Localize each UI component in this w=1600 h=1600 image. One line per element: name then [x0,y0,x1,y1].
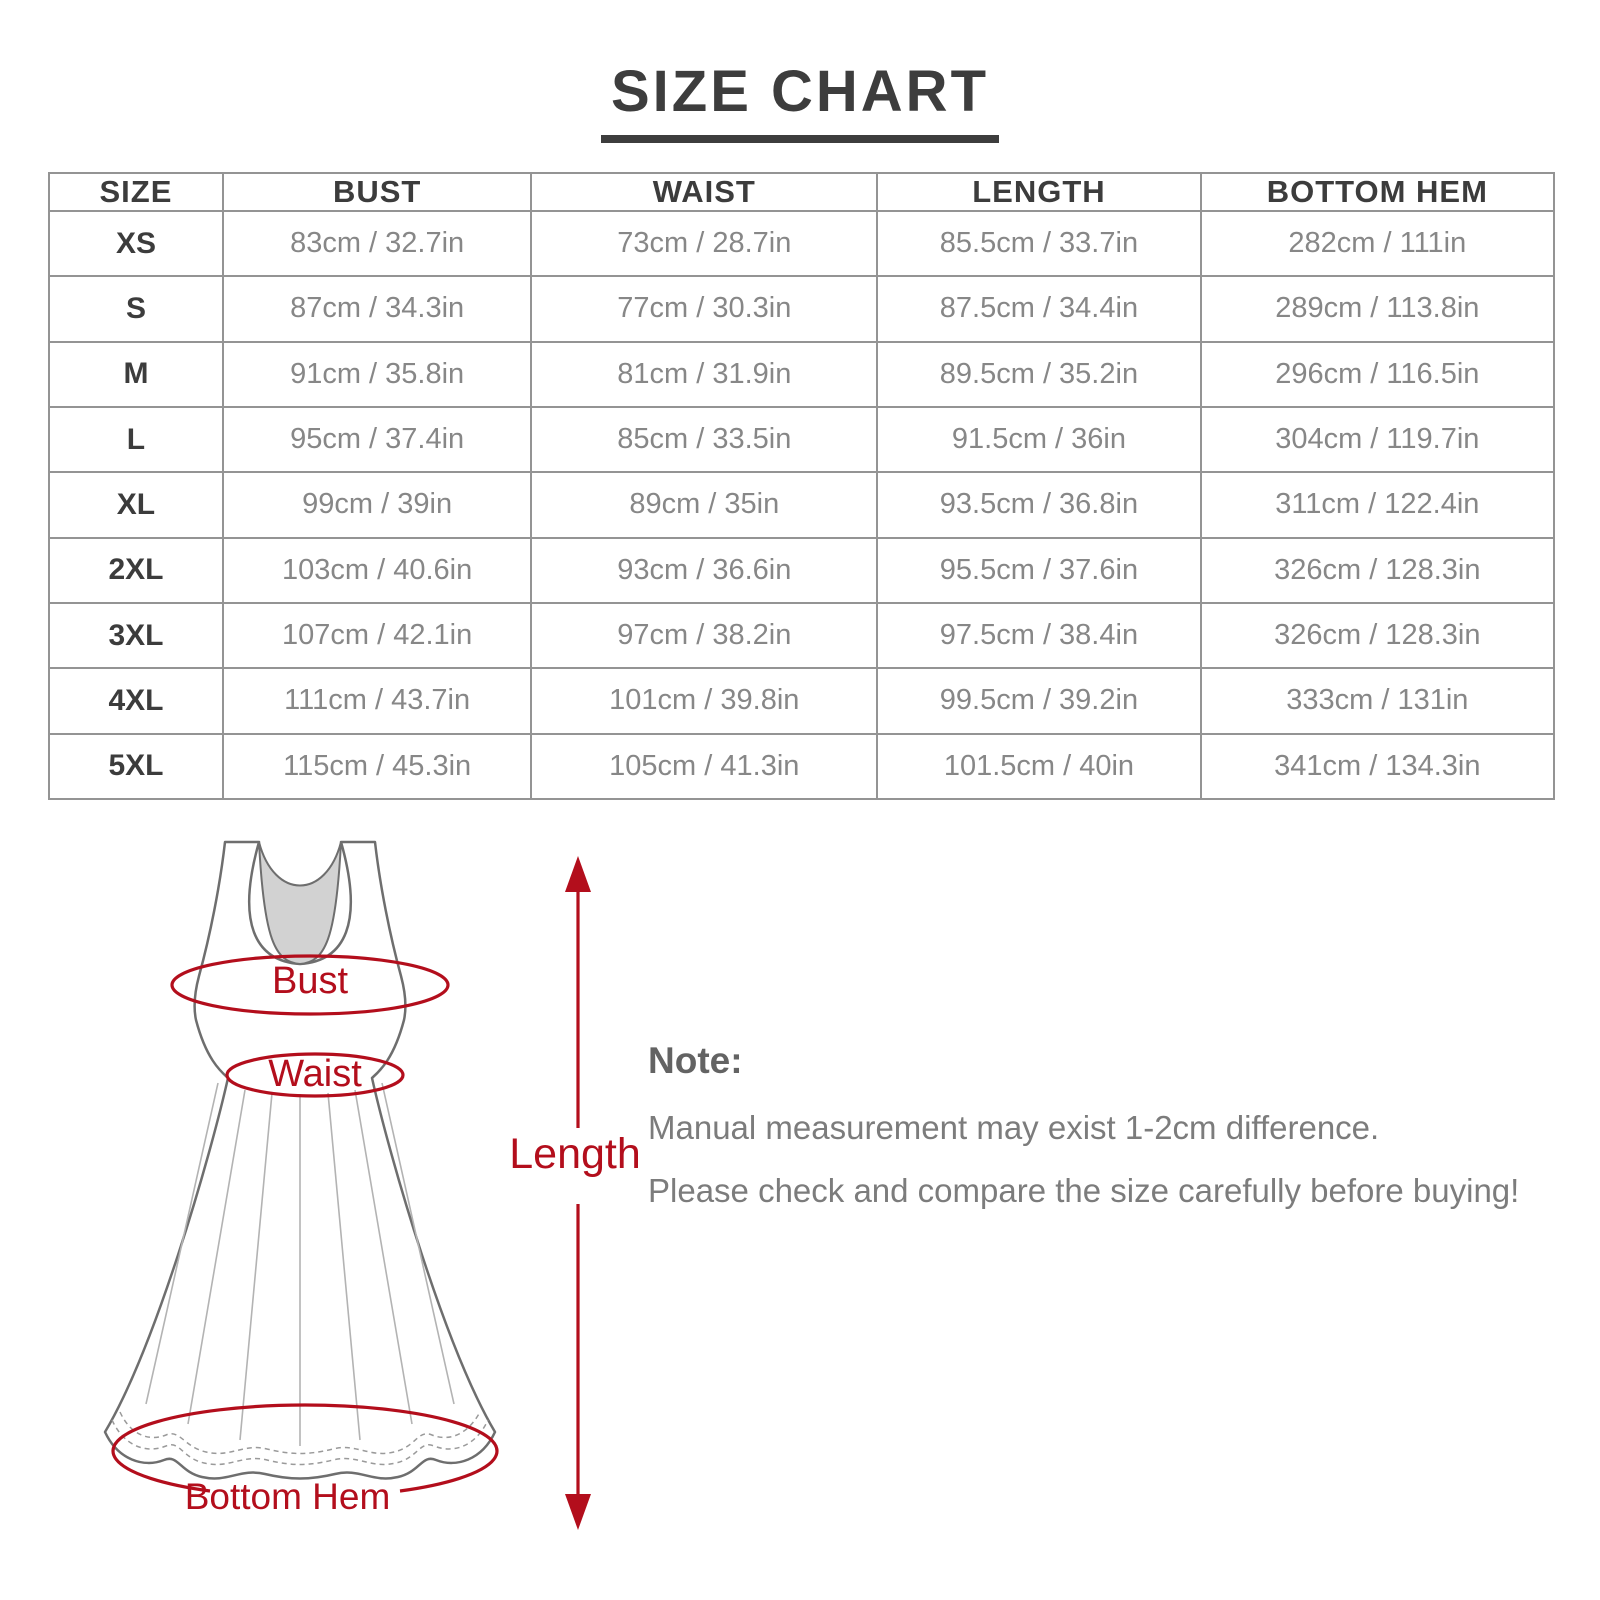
column-header: WAIST [531,173,877,211]
table-row [49,276,1554,341]
size-cell: S [49,276,223,341]
value-cell: 103cm / 40.6in [223,538,531,603]
value-cell: 87.5cm / 34.4in [877,276,1200,341]
column-header: SIZE [49,173,223,211]
value-cell: 81cm / 31.9in [531,342,877,407]
value-cell: 85.5cm / 33.7in [877,211,1200,276]
value-cell: 105cm / 41.3in [531,734,877,799]
size-table [48,172,1555,800]
page-title [0,58,1600,143]
value-cell: 341cm / 134.3in [1201,734,1554,799]
table-row [49,668,1554,733]
value-cell: 95.5cm / 37.6in [877,538,1200,603]
size-cell: 3XL [49,603,223,668]
length-arrow [565,856,591,1530]
page-title-text: SIZE CHART [601,58,999,143]
table-row [49,407,1554,472]
value-cell: 93.5cm / 36.8in [877,472,1200,537]
value-cell: 107cm / 42.1in [223,603,531,668]
value-cell: 111cm / 43.7in [223,668,531,733]
size-cell: 5XL [49,734,223,799]
value-cell: 333cm / 131in [1201,668,1554,733]
column-header: BUST [223,173,531,211]
value-cell: 99.5cm / 39.2in [877,668,1200,733]
size-cell: XL [49,472,223,537]
value-cell: 97cm / 38.2in [531,603,877,668]
note-line: Please check and compare the size carefully before buying! [648,1172,1520,1210]
value-cell: 311cm / 122.4in [1201,472,1554,537]
size-cell: 4XL [49,668,223,733]
value-cell: 87cm / 34.3in [223,276,531,341]
value-cell: 91cm / 35.8in [223,342,531,407]
table-row [49,472,1554,537]
note-line: Manual measurement may exist 1-2cm difference. [648,1109,1380,1146]
value-cell: 77cm / 30.3in [531,276,877,341]
column-header: BOTTOM HEM [1201,173,1554,211]
value-cell: 304cm / 119.7in [1201,407,1554,472]
size-cell: XS [49,211,223,276]
length-label: Length [509,1130,641,1178]
bust-label: Bust [271,960,349,1002]
dress-illustration [60,828,620,1540]
neckline-back [259,842,341,964]
value-cell: 89cm / 35in [531,472,877,537]
bottom-hem-label: Bottom Hem [184,1476,391,1517]
size-cell: M [49,342,223,407]
note-section [648,1040,1538,1223]
value-cell: 326cm / 128.3in [1201,538,1554,603]
value-cell: 89.5cm / 35.2in [877,342,1200,407]
value-cell: 282cm / 111in [1201,211,1554,276]
value-cell: 326cm / 128.3in [1201,603,1554,668]
table-row [49,211,1554,276]
column-header: LENGTH [877,173,1200,211]
value-cell: 97.5cm / 38.4in [877,603,1200,668]
value-cell: 73cm / 28.7in [531,211,877,276]
note-heading: Note: [648,1040,743,1081]
value-cell: 101.5cm / 40in [877,734,1200,799]
waist-label: Waist [268,1053,362,1095]
value-cell: 99cm / 39in [223,472,531,537]
size-cell: 2XL [49,538,223,603]
table-row [49,538,1554,603]
table-row [49,342,1554,407]
value-cell: 93cm / 36.6in [531,538,877,603]
value-cell: 85cm / 33.5in [531,407,877,472]
value-cell: 289cm / 113.8in [1201,276,1554,341]
table-row [49,603,1554,668]
value-cell: 115cm / 45.3in [223,734,531,799]
value-cell: 95cm / 37.4in [223,407,531,472]
value-cell: 296cm / 116.5in [1201,342,1554,407]
value-cell: 101cm / 39.8in [531,668,877,733]
header-row [49,173,1554,211]
value-cell: 83cm / 32.7in [223,211,531,276]
note-body [648,1096,1538,1223]
table-row [49,734,1554,799]
value-cell: 91.5cm / 36in [877,407,1200,472]
size-cell: L [49,407,223,472]
